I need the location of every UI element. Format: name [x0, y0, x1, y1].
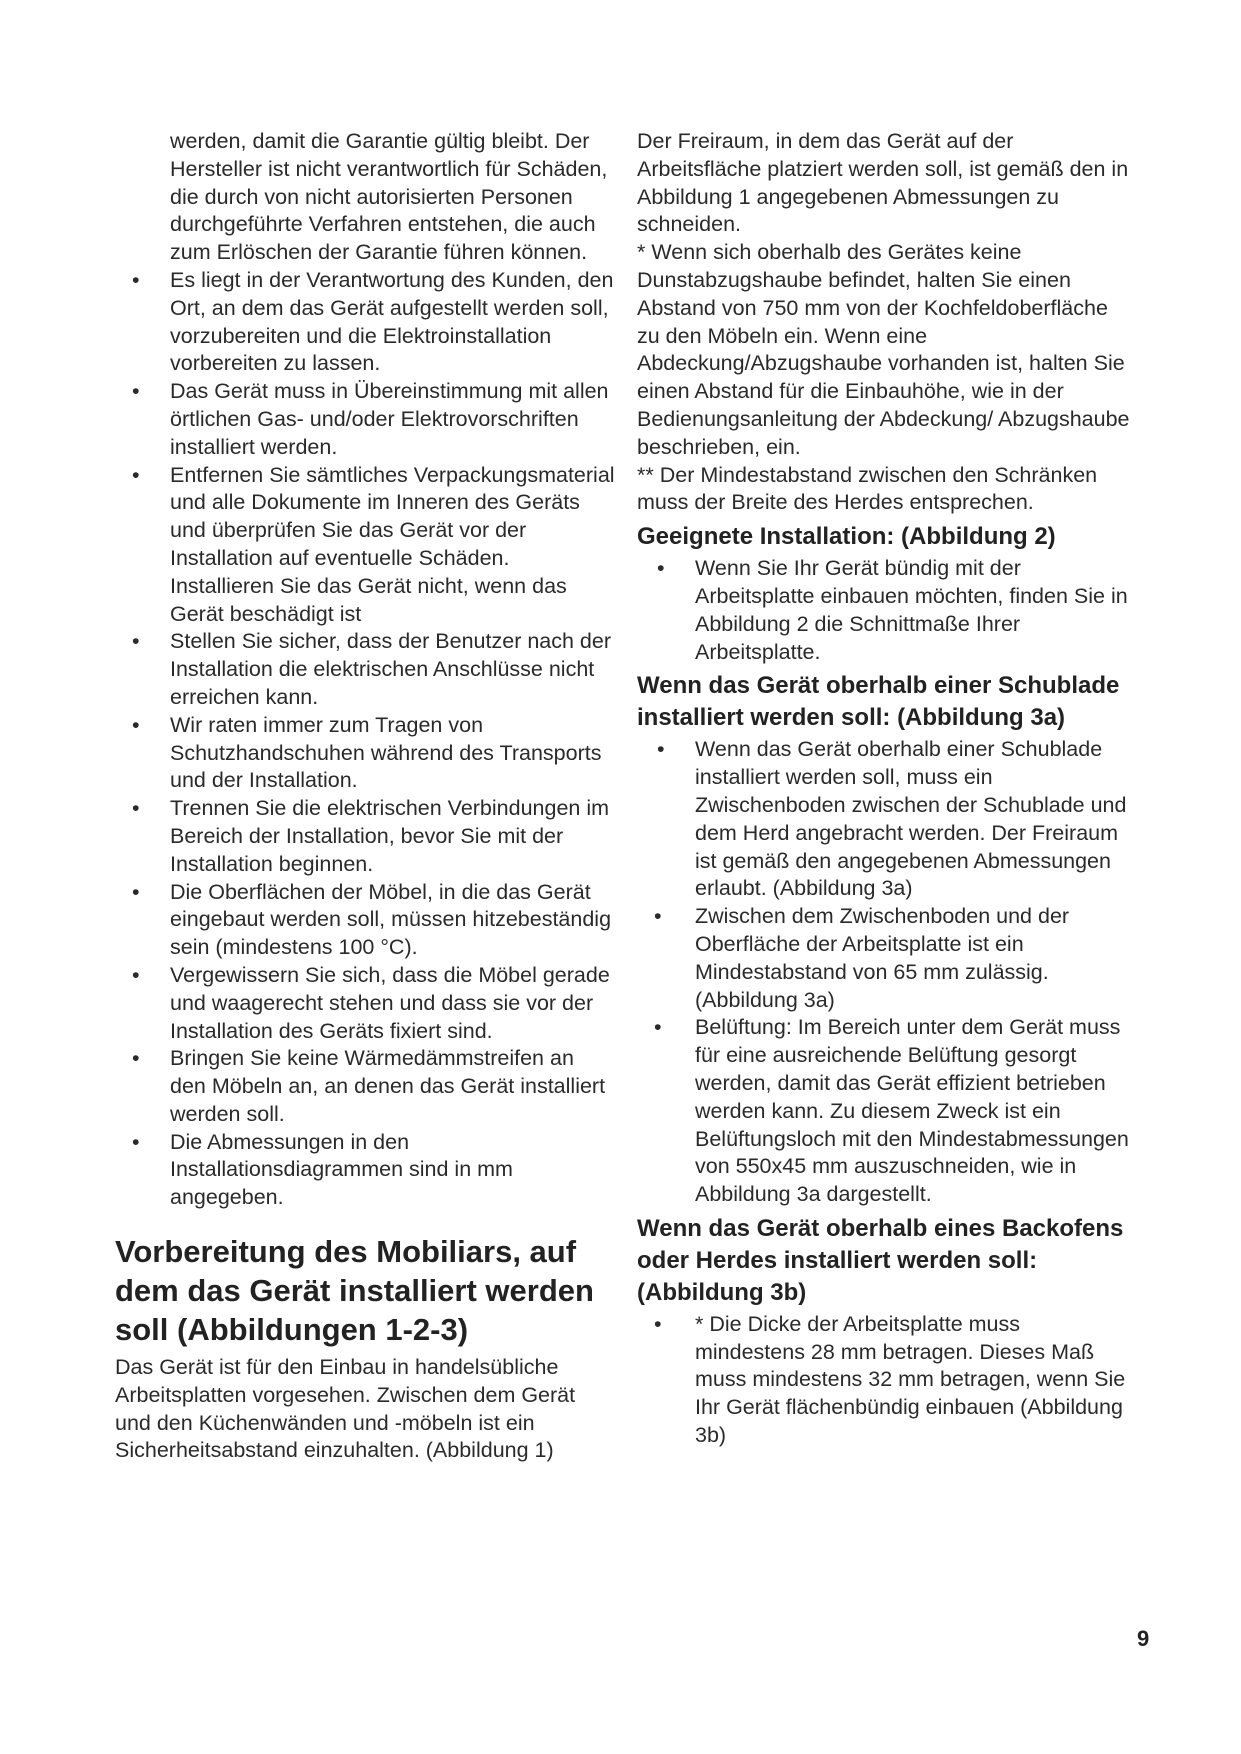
list-item: • Trennen Sie die elektrischen Verbindungen im Bereich der Installation, bevor Sie mit der Installation beginnen. — [132, 796, 610, 876]
right-column — [637, 128, 1132, 1450]
list-item: • Zwischen dem Zwischenboden und der Oberfläche der Arbeitsplatte ist ein Mindestabstand von 65 mm zulässig. (Abbildung 3a) — [654, 904, 1070, 1012]
clearance-paragraph: Der Freiraum, in dem das Gerät auf der Arbeitsfläche platziert werden soll, ist gemäß den in Abbildung 1 angegebenen Abmessungen zu schneiden. — [637, 129, 1129, 237]
list-item: • Wir raten immer zum Tragen von Schutzhandschuhen während des Transports und der Installation. — [132, 712, 602, 793]
list-item: • Bringen Sie keine Wärmedämmstreifen an den Möbeln an, an denen das Gerät installiert werden soll. — [132, 1046, 606, 1126]
section-text: Das Gerät ist für den Einbau in handelsübliche Arbeitsplatten vorgesehen. Zwischen dem Gerät und den Küchenwänden und -möbeln ist ein Sicherheitsabstand einzuhalten. (Abbildung 1) — [115, 1355, 576, 1463]
subheading-above-oven: Wenn das Gerät oberhalb eines Backofens oder Herdes installiert werden soll: (Abbildung 3b) — [637, 1214, 1124, 1306]
list-item: • * Die Dicke der Arbeitsplatte muss mindestens 28 mm betragen. Dieses Maß muss mindestens 32 mm betragen, wenn Sie Ihr Gerät flächenbündig einbauen (Abbildung 3b) — [654, 1311, 1126, 1448]
list-item: • Die Oberflächen der Möbel, in die das Gerät eingebaut werden soll, müssen hitzebeständig sein (mindestens 100 °C). — [132, 879, 612, 960]
subheading-suitable-installation: Geeignete Installation: (Abbildung 2) — [637, 523, 1056, 551]
list-item: • Wenn das Gerät oberhalb einer Schublade installiert werden soll, muss ein Zwischenboden zwischen der Schublade und dem Herd angebracht werden. Der Freiraum ist gemäß den angegebenen Abmessungen erlaubt. (Abbildung 3a) — [657, 737, 1127, 901]
cabinet-distance-note: ** Der Mindestabstand zwischen den Schränken muss der Breite des Herdes entsprechen. — [637, 462, 1098, 515]
left-column — [115, 128, 615, 1465]
list-item: • Es liegt in der Verantwortung des Kunden, den Ort, an dem das Gerät aufgestellt werden soll, vorzubereiten und die Elektroinstallation vorbereiten zu lassen. — [132, 267, 614, 376]
list-item: • Belüftung: Im Bereich unter dem Gerät muss für eine ausreichende Belüftung gesorgt werden, damit das Gerät effizient betrieben werden kann. Zu diesem Zweck ist ein Belüftungsloch mit den Mindestabmessungen von 550x45 mm auszuschneiden, wie in Abbildung 3a dargestellt. — [654, 1015, 1129, 1207]
intro-continuation: werden, damit die Garantie gültig bleibt. Der Hersteller ist nicht verantwortlich für Schäden, die durch von nicht autorisierten Personen durchgeführte Verfahren entstehen, die auch zum Erlöschen der Garantie führen können. — [170, 129, 608, 265]
list-item: • Die Abmessungen in den Installationsdiagrammen sind in mm angegeben. — [132, 1129, 513, 1210]
page-number: 9 — [1137, 1626, 1150, 1651]
subheading-above-drawer: Wenn das Gerät oberhalb einer Schublade installiert werden soll: (Abbildung 3a) — [637, 672, 1120, 732]
list-item: • Stellen Sie sicher, dass der Benutzer nach der Installation die elektrischen Anschlüsse nicht erreichen kann. — [132, 629, 612, 709]
list-item: • Das Gerät muss in Übereinstimmung mit allen örtlichen Gas- und/oder Elektrovorschriften installiert werden. — [132, 379, 609, 459]
hood-note: * Wenn sich oberhalb des Gerätes keine Dunstabzugshaube befindet, halten Sie einen Abstand von 750 mm von der Kochfeldoberfläche zu den Möbeln ein. Wenn eine Abdeckung/Abzugshaube vorhanden ist, halten Sie einen Abstand für die Einbauhöhe, wie in der Bedienungsanleitung der Abdeckung/ Abzugshaube beschrieben, ein. — [637, 240, 1130, 459]
requirements-list — [115, 267, 615, 1212]
section-title: Vorbereitung des Mobiliars, auf dem das Gerät installiert werden soll (Abbildungen 1-2-3) — [115, 1234, 594, 1348]
list-item: • Vergewissern Sie sich, dass die Möbel gerade und waagerecht stehen und dass sie vor der Installation des Geräts fixiert sind. — [132, 962, 610, 1043]
list-item: • Entfernen Sie sämtliches Verpackungsmaterial und alle Dokumente im Inneren des Geräts und überprüfen Sie das Gerät vor der Installation auf eventuelle Schäden. Installieren Sie das Gerät nicht, wenn das Gerät beschädigt ist — [132, 462, 615, 626]
list-item: • Wenn Sie Ihr Gerät bündig mit der Arbeitsplatte einbauen möchten, finden Sie in Abbildung 2 die Schnittmaße Ihrer Arbeitsplatte. — [657, 556, 1128, 664]
